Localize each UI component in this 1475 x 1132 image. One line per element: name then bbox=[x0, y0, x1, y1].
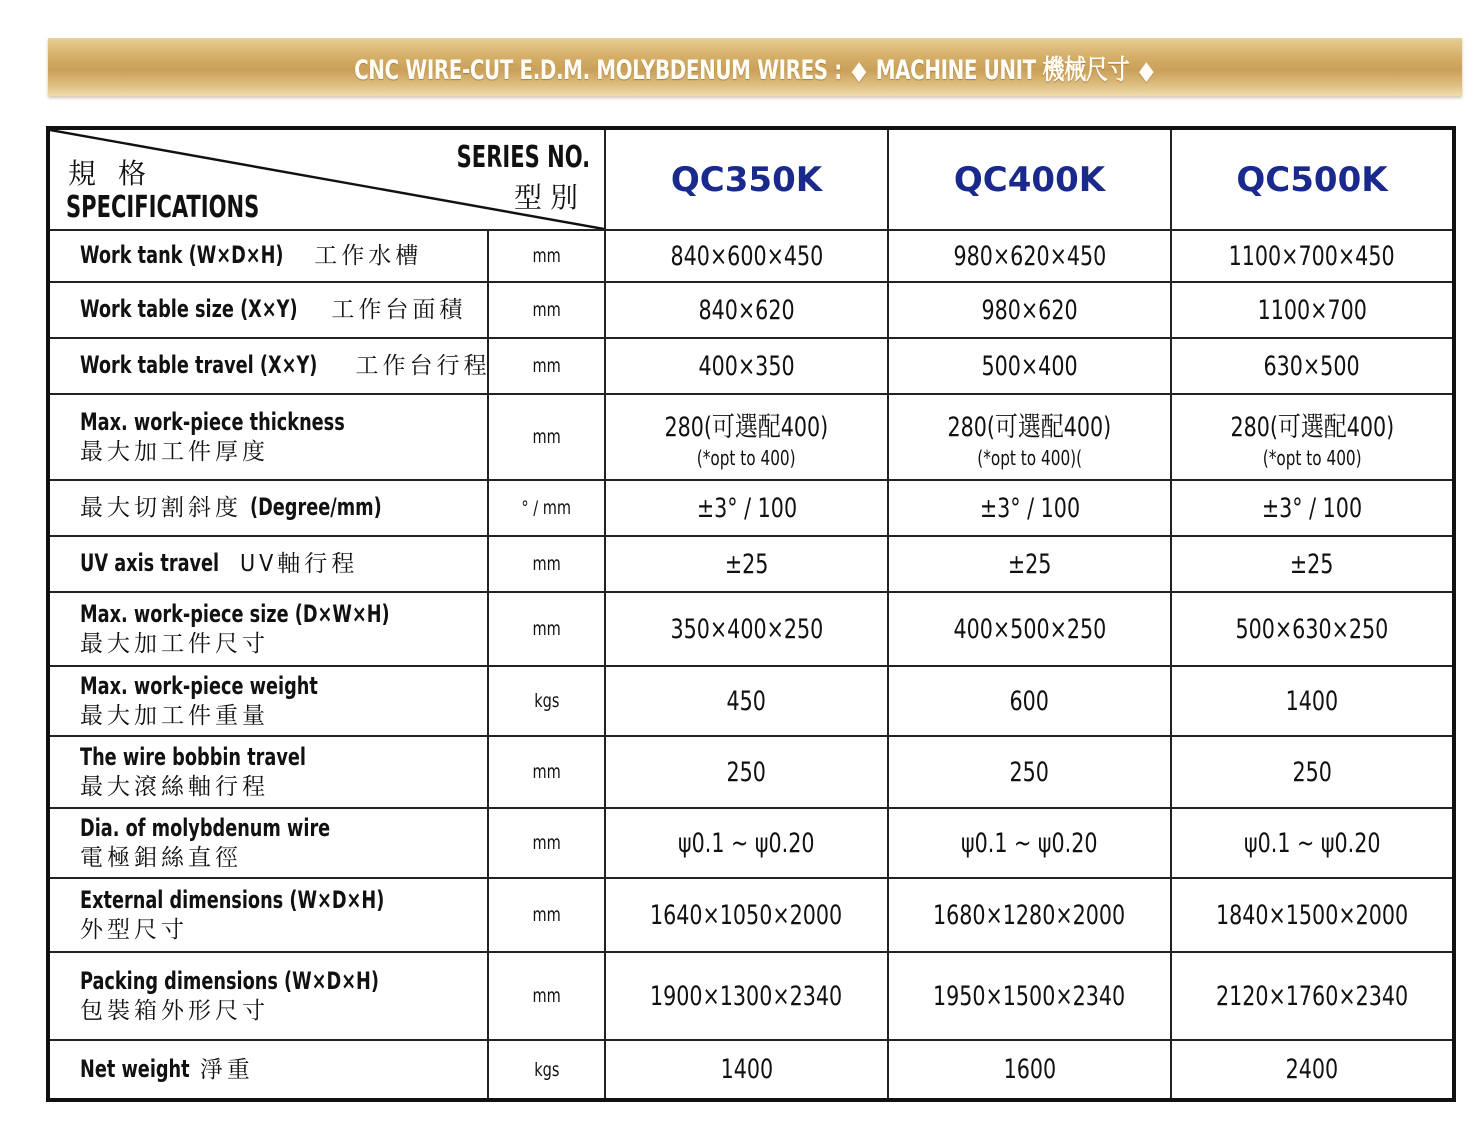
banner-title bbox=[354, 48, 1157, 87]
spec-label-cell bbox=[48, 808, 488, 878]
value-cell-qc350k bbox=[605, 808, 888, 878]
unit-text: mm bbox=[532, 832, 561, 854]
value-text: ±3° / 100 bbox=[696, 492, 797, 524]
unit-cell bbox=[488, 1040, 605, 1100]
value-cell-qc500k bbox=[1171, 666, 1454, 736]
value-text: ±25 bbox=[1007, 548, 1052, 580]
value-cell-qc400k bbox=[888, 480, 1171, 536]
spec-label-cell bbox=[48, 952, 488, 1040]
unit-text: mm bbox=[532, 245, 561, 267]
value-note-text: (*opt to 400) bbox=[1262, 445, 1362, 470]
unit-cell bbox=[488, 952, 605, 1040]
unit-cell bbox=[488, 808, 605, 878]
unit-text: ° / mm bbox=[521, 497, 572, 519]
value-text: 1840×1500×2000 bbox=[1215, 899, 1409, 931]
value-cell-qc500k bbox=[1171, 592, 1454, 666]
value-text: 400×500×250 bbox=[953, 613, 1106, 645]
spec-label-en: Work table size (X×Y) bbox=[80, 295, 298, 324]
unit-text: mm bbox=[532, 985, 561, 1007]
value-text: 600 bbox=[1009, 685, 1050, 717]
spec-label-cell bbox=[48, 282, 488, 338]
value-text: 250 bbox=[726, 756, 767, 788]
spec-label-en: Packing dimensions (W×D×H) bbox=[80, 967, 379, 996]
spec-label-en: Max. work-piece weight bbox=[80, 672, 318, 701]
spec-label-zh: 工作台行程 bbox=[355, 353, 491, 380]
unit-text: kgs bbox=[533, 1058, 560, 1081]
unit-text: kgs bbox=[533, 690, 560, 712]
spec-row bbox=[48, 480, 1454, 536]
spec-row bbox=[48, 808, 1454, 878]
unit-cell bbox=[488, 736, 605, 808]
value-text: ψ0.1 ~ ψ0.20 bbox=[961, 827, 1098, 859]
spec-label-cell bbox=[48, 736, 488, 808]
spec-label-cell bbox=[48, 536, 488, 592]
spec-row bbox=[48, 338, 1454, 394]
value-cell-qc500k bbox=[1171, 394, 1454, 480]
value-text: 1680×1280×2000 bbox=[933, 899, 1126, 931]
value-text: 2120×1760×2340 bbox=[1215, 980, 1409, 1012]
spec-label-zh: UV軸行程 bbox=[240, 551, 359, 578]
spec-label-en: UV axis travel bbox=[80, 549, 220, 578]
spec-row bbox=[48, 394, 1454, 480]
spec-table bbox=[46, 126, 1456, 1102]
value-cell-qc500k bbox=[1171, 536, 1454, 592]
value-text: 500×400 bbox=[981, 350, 1078, 382]
value-text: 630×500 bbox=[1263, 350, 1361, 382]
unit-text: mm bbox=[532, 553, 561, 575]
unit-cell bbox=[488, 592, 605, 666]
spec-row bbox=[48, 666, 1454, 736]
unit-text: mm bbox=[532, 299, 561, 321]
unit-text: mm bbox=[532, 355, 561, 377]
value-cell-qc500k bbox=[1171, 1040, 1454, 1100]
value-text: 1400 bbox=[720, 1054, 773, 1085]
value-cell-qc350k bbox=[605, 338, 888, 394]
value-text: ±25 bbox=[724, 548, 769, 580]
value-cell-qc350k bbox=[605, 480, 888, 536]
value-cell-qc500k bbox=[1171, 480, 1454, 536]
spec-label-cell bbox=[48, 878, 488, 952]
value-text: 350×400×250 bbox=[670, 613, 823, 645]
spec-row bbox=[48, 536, 1454, 592]
unit-cell bbox=[488, 394, 605, 480]
value-text: ±3° / 100 bbox=[1261, 492, 1363, 524]
value-cell-qc400k bbox=[888, 338, 1171, 394]
spec-row bbox=[48, 878, 1454, 952]
spec-label-cell bbox=[48, 666, 488, 736]
value-text: 1100×700×450 bbox=[1229, 240, 1395, 272]
value-text: 280(可選配400) bbox=[1230, 411, 1394, 443]
unit-cell bbox=[488, 536, 605, 592]
value-text: 400×350 bbox=[698, 350, 795, 382]
value-text: 1100×700 bbox=[1257, 294, 1367, 326]
banner-prefix: CNC WIRE-CUT E.D.M. MOLYBDENUM WIRES : bbox=[353, 54, 842, 86]
spec-label-en: The wire bobbin travel bbox=[80, 743, 306, 772]
spec-label-en: Work table travel (X×Y) bbox=[80, 351, 318, 380]
value-text: 500×630×250 bbox=[1235, 613, 1389, 645]
spec-label-cell bbox=[48, 1040, 488, 1100]
value-text: 1400 bbox=[1285, 685, 1339, 717]
spec-label-zh: 外型尺寸 bbox=[80, 916, 188, 943]
value-text: ψ0.1 ~ ψ0.20 bbox=[678, 827, 815, 859]
spec-label-en: Max. work-piece size (D×W×H) bbox=[80, 600, 390, 629]
spec-label-zh: 工作台面積 bbox=[331, 297, 467, 324]
value-text: 1900×1300×2340 bbox=[650, 980, 843, 1012]
spec-row bbox=[48, 230, 1454, 282]
value-cell-qc350k bbox=[605, 282, 888, 338]
value-cell-qc350k bbox=[605, 230, 888, 282]
spec-label-zh: 最大加工件重量 bbox=[80, 702, 269, 729]
unit-cell bbox=[488, 230, 605, 282]
spec-label-cell bbox=[48, 230, 488, 282]
model-header-qc400k: QC400K bbox=[888, 128, 1171, 230]
header-corner-cell bbox=[48, 128, 605, 230]
value-cell-qc350k bbox=[605, 952, 888, 1040]
value-cell-qc400k bbox=[888, 666, 1171, 736]
unit-cell bbox=[488, 666, 605, 736]
model-header-qc500k: QC500K bbox=[1171, 128, 1454, 230]
value-cell-qc400k bbox=[888, 536, 1171, 592]
value-cell-qc400k bbox=[888, 878, 1171, 952]
value-cell-qc350k bbox=[605, 736, 888, 808]
value-text: 2400 bbox=[1285, 1054, 1339, 1085]
value-text: 1600 bbox=[1003, 1054, 1056, 1085]
value-cell-qc400k bbox=[888, 736, 1171, 808]
value-text: ψ0.1 ~ ψ0.20 bbox=[1243, 827, 1381, 859]
value-text: 450 bbox=[726, 685, 767, 717]
value-note bbox=[889, 446, 1170, 470]
value-text: 980×620 bbox=[981, 294, 1078, 326]
unit-cell bbox=[488, 480, 605, 536]
spec-label-cell bbox=[48, 592, 488, 666]
title-banner bbox=[48, 38, 1462, 96]
spec-label-zh: 最大滾絲軸行程 bbox=[80, 773, 269, 800]
spec-label-cell bbox=[48, 338, 491, 394]
spec-label-en: SPECIFICATIONS bbox=[66, 190, 260, 225]
value-text: 840×600×450 bbox=[670, 240, 823, 272]
value-note-text: (*opt to 400)( bbox=[977, 445, 1082, 470]
value-cell-qc400k bbox=[888, 592, 1171, 666]
value-text: 980×620×450 bbox=[953, 240, 1106, 272]
spec-label-zh: 包裝箱外形尺寸 bbox=[80, 997, 269, 1024]
series-label-en: SERIES NO. bbox=[456, 140, 590, 175]
spec-label-zh: 淨重 bbox=[199, 1056, 254, 1083]
spec-label-zh: 規格 bbox=[68, 157, 169, 190]
value-cell-qc500k bbox=[1171, 338, 1454, 394]
unit-text: mm bbox=[532, 426, 561, 448]
value-note-text: (*opt to 400) bbox=[697, 445, 796, 470]
spec-row bbox=[48, 282, 1454, 338]
unit-text: mm bbox=[532, 618, 561, 640]
diamond-icon: ◆ bbox=[1138, 55, 1154, 86]
value-cell-qc350k bbox=[605, 1040, 888, 1100]
spec-label-cell bbox=[48, 394, 488, 480]
value-cell-qc400k bbox=[888, 282, 1171, 338]
value-cell-qc500k bbox=[1171, 808, 1454, 878]
series-label-zh: 型別 bbox=[513, 181, 586, 214]
value-cell-qc500k bbox=[1171, 878, 1454, 952]
banner-machine-unit: MACHINE UNIT 機械尺寸 bbox=[875, 54, 1129, 86]
spec-row bbox=[48, 736, 1454, 808]
spec-label-zh: 最大加工件尺寸 bbox=[80, 630, 269, 657]
unit-text: mm bbox=[532, 904, 561, 926]
spec-row bbox=[48, 592, 1454, 666]
value-cell-qc400k bbox=[888, 808, 1171, 878]
value-text: 250 bbox=[1292, 756, 1332, 788]
value-cell-qc500k bbox=[1171, 736, 1454, 808]
value-text: 250 bbox=[1009, 756, 1050, 788]
spec-label-en: Dia. of molybdenum wire bbox=[80, 814, 331, 843]
spec-label-en: (Degree/mm) bbox=[250, 493, 382, 522]
spec-label-zh: 電極鉬絲直徑 bbox=[80, 844, 242, 871]
spec-label-cell bbox=[48, 480, 488, 536]
spec-label-en: Work tank (W×D×H) bbox=[80, 241, 284, 270]
value-text: 1640×1050×2000 bbox=[650, 899, 843, 931]
unit-cell bbox=[488, 282, 605, 338]
value-text: ±3° / 100 bbox=[979, 492, 1080, 524]
diamond-icon: ◆ bbox=[851, 55, 866, 86]
header-row bbox=[48, 128, 1454, 230]
value-cell-qc350k bbox=[605, 878, 888, 952]
spec-row bbox=[48, 1040, 1454, 1100]
value-text: 840×620 bbox=[698, 294, 795, 326]
value-text: ±25 bbox=[1290, 548, 1334, 580]
value-cell-qc400k bbox=[888, 952, 1171, 1040]
value-cell-qc500k bbox=[1171, 282, 1454, 338]
spec-label-zh: 最大加工件厚度 bbox=[80, 438, 269, 465]
value-note bbox=[1172, 446, 1452, 470]
value-text: 280(可選配400) bbox=[947, 411, 1112, 443]
value-cell-qc500k bbox=[1171, 952, 1454, 1040]
model-header-qc350k: QC350K bbox=[605, 128, 888, 230]
spec-label-zh: 工作水槽 bbox=[314, 243, 423, 270]
value-cell-qc400k bbox=[888, 1040, 1171, 1100]
spec-label-en: External dimensions (W×D×H) bbox=[80, 886, 385, 915]
unit-cell bbox=[488, 338, 605, 394]
value-cell-qc350k bbox=[605, 536, 888, 592]
value-cell-qc350k bbox=[605, 666, 888, 736]
unit-text: mm bbox=[532, 761, 561, 783]
value-cell-qc350k bbox=[605, 592, 888, 666]
value-cell-qc400k bbox=[888, 394, 1171, 480]
unit-cell bbox=[488, 878, 605, 952]
value-text: 1950×1500×2340 bbox=[933, 980, 1126, 1012]
value-cell-qc500k bbox=[1171, 230, 1454, 282]
value-note bbox=[606, 446, 887, 470]
value-cell-qc350k bbox=[605, 394, 888, 480]
spec-row bbox=[48, 952, 1454, 1040]
value-cell-qc400k bbox=[888, 230, 1171, 282]
spec-label-en: Max. work-piece thickness bbox=[80, 408, 345, 437]
spec-label-zh: 最大切割斜度 bbox=[80, 495, 242, 522]
value-text: 280(可選配400) bbox=[664, 411, 829, 443]
spec-label-en: Net weight bbox=[80, 1054, 190, 1083]
